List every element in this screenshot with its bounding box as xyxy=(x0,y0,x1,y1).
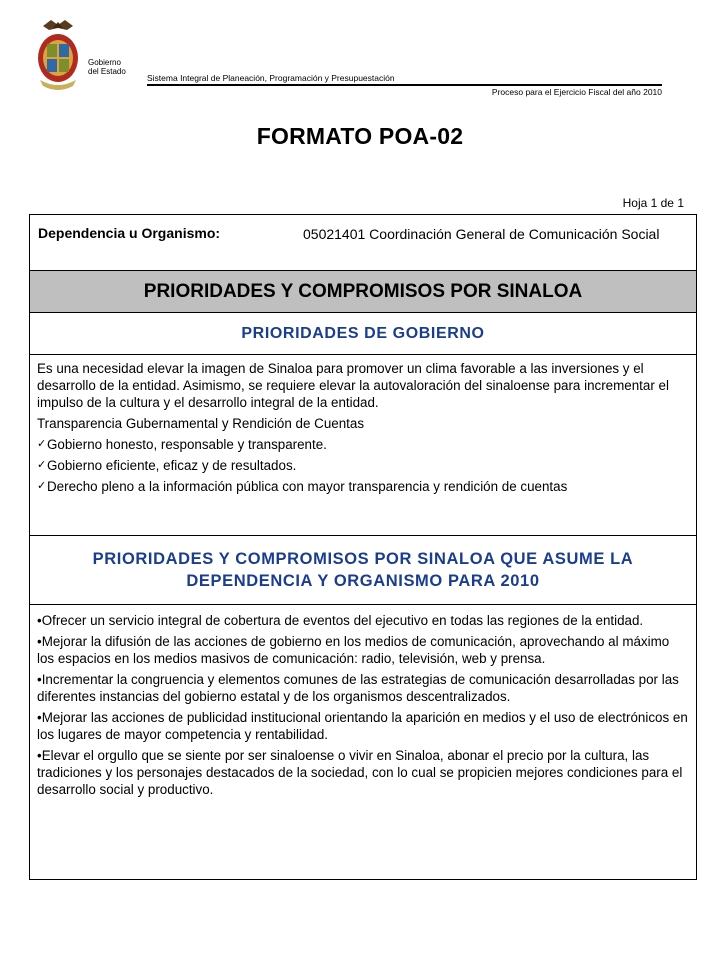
dependency-row xyxy=(30,215,696,271)
check-list-item xyxy=(37,436,689,453)
checkmark-icon: ✓ xyxy=(37,459,47,471)
commitment-text: Mejorar las acciones de publicidad institucional orientando la aparición en medios y el uso de electrónicos en los lugares de mayor competencia y rentabilidad. xyxy=(37,710,688,742)
commitment-item: •Ofrecer un servicio integral de cobertura de eventos del ejecutivo en todas las regiones de la entidad. xyxy=(37,613,644,628)
dependency-value: 05021401 Coordinación General de Comunicación Social xyxy=(303,226,660,242)
commitment-text: Ofrecer un servicio integral de cobertura de eventos del ejecutivo en todas las regiones de la entidad. xyxy=(41,613,644,628)
dependency-label: Dependencia u Organismo: xyxy=(38,225,221,241)
page-title: FORMATO POA-02 xyxy=(256,123,464,149)
check-list-item xyxy=(37,478,689,495)
commitment-text: Incrementar la congruencia y elementos comunes de las estrategias de comunicación desarrolladas por las diferentes instancias del gobierno estatal y de los organismos descentralizados. xyxy=(37,672,679,704)
commitment-item: •Incrementar la congruencia y elementos comunes de las estrategias de comunicación desarrolladas por las diferentes instancias del gobierno estatal y de los organismos descentralizados. xyxy=(37,672,679,704)
commitments-list xyxy=(30,605,696,879)
commitments-heading: PRIORIDADES Y COMPROMISOS POR SINALOA QUE ASUME LA DEPENDENCIA Y ORGANISMO PARA 2010 xyxy=(30,536,696,605)
sheet-counter: Hoja 1 de 1 xyxy=(622,196,684,210)
commitment-item: •Elevar el orgullo que se siente por ser sinaloense o vivir en Sinaloa, abonar el precio por la cultura, las tradiciones y los personajes destacados de la sociedad, con lo cual se propicien mejores condiciones para el desarrollo social y productivo. xyxy=(37,748,683,797)
header-divider xyxy=(147,84,662,86)
poa-form xyxy=(29,214,697,880)
commitment-item: •Mejorar las acciones de publicidad institucional orientando la aparición en medios y el uso de electrónicos en los lugares de mayor competencia y rentabilidad. xyxy=(37,710,688,742)
check-item-text: Gobierno honesto, responsable y transparente. xyxy=(47,437,327,452)
priorities-paragraph: Es una necesidad elevar la imagen de Sinaloa para promover un clima favorable a las inversiones y el desarrollo de la entidad. Asimismo, se requiere elevar la autovaloración del sinaloense para incrementar el impulso de la cultura y el desarrollo integral de la entidad. xyxy=(37,361,669,410)
government-label-line2: del Estado xyxy=(88,67,126,76)
section-band: PRIORIDADES Y COMPROMISOS POR SINALOA xyxy=(30,271,696,313)
check-item-text: Derecho pleno a la información pública con mayor transparencia y rendición de cuentas xyxy=(47,479,568,494)
checkmark-icon: ✓ xyxy=(37,480,47,492)
commitment-text: Mejorar la difusión de las acciones de gobierno en los medios de comunicación, aprovechando al máximo los espacios en los medios masivos de comunicación: radio, televisión, web y prensa. xyxy=(37,634,670,666)
fiscal-process: Proceso para el Ejercicio Fiscal del año 2010 xyxy=(491,87,662,97)
commitment-text: Elevar el orgullo que se siente por ser sinaloense o vivir en Sinaloa, abonar el precio por la cultura, las tradiciones y los personajes destacados de la sociedad, con lo cual se propicien mejores condiciones para el desarrollo social y productivo. xyxy=(37,748,683,797)
government-label-line1: Gobierno xyxy=(88,58,121,67)
government-label xyxy=(88,58,126,76)
government-priorities-text xyxy=(30,355,696,536)
checkmark-icon: ✓ xyxy=(37,438,47,450)
check-list-item xyxy=(37,457,689,474)
government-priorities-heading: PRIORIDADES DE GOBIERNO xyxy=(30,313,696,355)
priorities-axis: Transparencia Gubernamental y Rendición de Cuentas xyxy=(37,416,365,431)
system-name: Sistema Integral de Planeación, Programación y Presupuestación xyxy=(147,73,395,83)
commitment-item: •Mejorar la difusión de las acciones de gobierno en los medios de comunicación, aprovechando al máximo los espacios en los medios masivos de comunicación: radio, televisión, web y prensa. xyxy=(37,634,670,666)
check-item-text: Gobierno eficiente, eficaz y de resultados. xyxy=(47,458,297,473)
state-coat-of-arms-icon xyxy=(35,18,81,94)
